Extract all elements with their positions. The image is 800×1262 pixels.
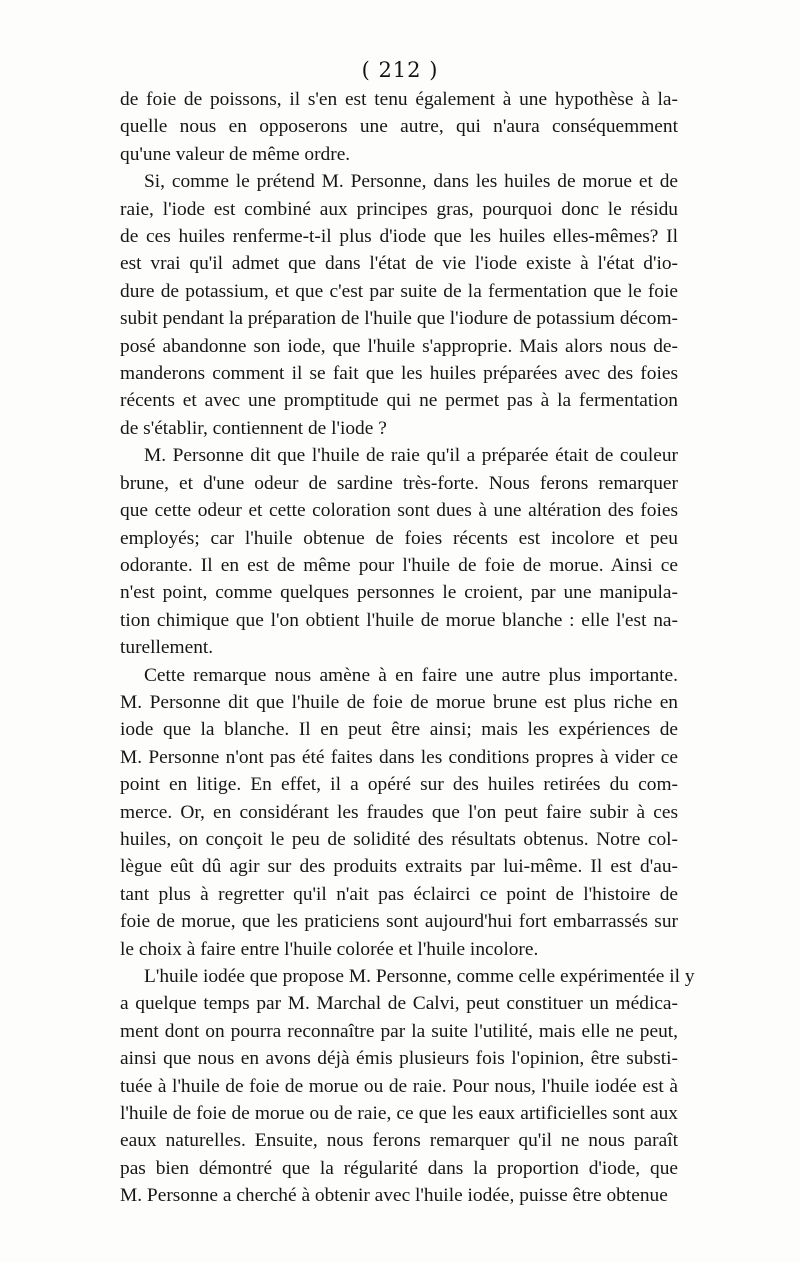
text-line: odorante. Il en est de même pour l'huile de foie de morue. Ainsi ce [120, 554, 678, 576]
text-line: M. Personne n'ont pas été faites dans les conditions propres à vider ce [120, 746, 678, 768]
text-line: manderons comment il se fait que les huiles préparées avec des foies [120, 363, 678, 385]
text-line: employés; car l'huile obtenue de foies récents est incolore et peu [120, 527, 678, 549]
text-line: de ces huiles renferme-t-il plus d'iode que les huiles elles-mêmes? Il [120, 226, 678, 248]
paragraph [120, 86, 678, 168]
text-line: posé abandonne son iode, que l'huile s'approprie. Mais alors nous de- [120, 335, 678, 357]
text-line: eaux naturelles. Ensuite, nous ferons remarquer qu'il ne nous paraît [120, 1130, 678, 1152]
text-line: le choix à faire entre l'huile colorée et l'huile incolore. [120, 938, 539, 960]
text-line: quelle nous en opposerons une autre, qui n'aura conséquemment [120, 116, 678, 138]
page-number: ( 212 ) [361, 58, 439, 82]
text-line: pas bien démontré que la régularité dans la proportion d'iode, que [120, 1157, 678, 1179]
text-line: Si, comme le prétend M. Personne, dans les huiles de morue et de [144, 171, 678, 193]
text-line: ainsi que nous en avons déjà émis plusieurs fois l'opinion, être substi- [120, 1048, 678, 1070]
text-line: merce. Or, en considérant les fraudes que l'on peut faire subir à ces [120, 801, 678, 823]
text-line: subit pendant la préparation de l'huile que l'iodure de potassium décom- [120, 308, 678, 330]
text-line: huiles, on conçoit le peu de solidité des résultats obtenus. Notre col- [120, 828, 678, 850]
text-line: a quelque temps par M. Marchal de Calvi, peut constituer un médica- [120, 993, 678, 1015]
text-line: l'huile de foie de morue ou de raie, ce que les eaux artificielles sont aux [120, 1103, 678, 1125]
text-line: n'est point, comme quelques personnes le croient, par une manipula- [120, 582, 678, 604]
text-line: raie, l'iode est combiné aux principes gras, pourquoi donc le résidu [120, 198, 678, 220]
text-line: tion chimique que l'on obtient l'huile de morue blanche : elle l'est na- [120, 609, 678, 631]
body-text [120, 86, 695, 1210]
text-line: que cette odeur et cette coloration sont dues à une altération des foies [120, 500, 678, 522]
text-line: dure de potassium, et que c'est par suite de la fermentation que le foie [120, 280, 678, 302]
text-line: brune, et d'une odeur de sardine très-forte. Nous ferons remarquer [120, 472, 678, 494]
text-line: ment dont on pourra reconnaître par la suite l'utilité, mais elle ne peut, [120, 1020, 678, 1042]
text-line: iode que la blanche. Il en peut être ainsi; mais les expériences de [120, 719, 678, 741]
text-line: de foie de poissons, il s'en est tenu également à une hypothèse à la- [120, 89, 678, 110]
text-line: récents et avec une promptitude qui ne permet pas à la fermentation [120, 390, 678, 412]
paragraph [120, 442, 678, 661]
text-line: qu'une valeur de même ordre. [120, 143, 351, 165]
text-line: lègue eût dû agir sur des produits extraits par lui-même. Il est d'au- [120, 856, 678, 878]
text-line: point en litige. En effet, il a opéré sur des huiles retirées du com- [120, 774, 678, 796]
text-line: tant plus à regretter qu'il n'ait pas éclairci ce point de l'histoire de [120, 883, 678, 905]
text-line: Cette remarque nous amène à en faire une autre plus importante. [144, 664, 678, 686]
text-line: est vrai qu'il admet que dans l'état de vie l'iode existe à l'état d'io- [120, 253, 678, 275]
text-line: foie de morue, que les praticiens sont aujourd'hui fort embarrassés sur [120, 911, 678, 933]
paragraph [120, 662, 678, 963]
text-line: L'huile iodée que propose M. Personne, comme celle expérimentée il y [144, 966, 695, 987]
paragraph [120, 963, 695, 1210]
text-line: turellement. [120, 637, 214, 659]
text-line: M. Personne dit que l'huile de foie de morue brune est plus riche en [120, 691, 678, 713]
text-line: tuée à l'huile de foie de morue ou de raie. Pour nous, l'huile iodée est à [120, 1075, 678, 1097]
text-line: de s'établir, contiennent de l'iode ? [120, 417, 387, 439]
paragraph [120, 168, 678, 442]
text-line: M. Personne dit que l'huile de raie qu'il a préparée était de couleur [144, 445, 678, 467]
text-line: M. Personne a cherché à obtenir avec l'huile iodée, puisse être obtenue [120, 1185, 668, 1207]
